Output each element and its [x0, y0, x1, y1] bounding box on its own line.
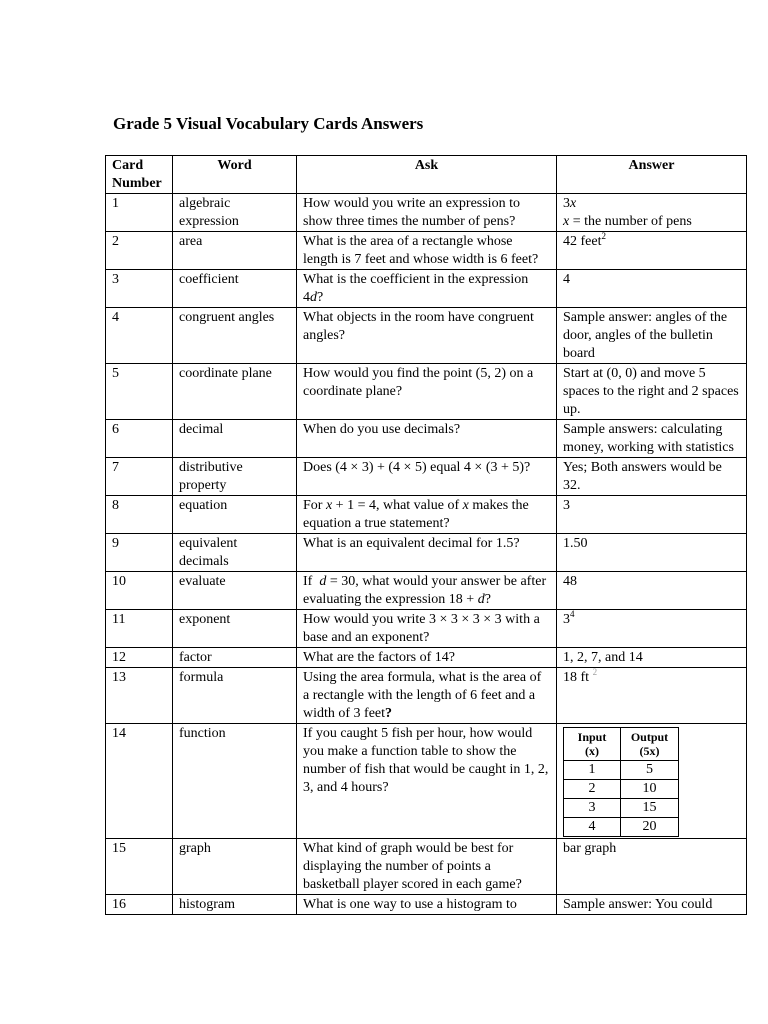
ask: What is the coefficient in the expression 4d?: [297, 270, 557, 308]
function-table-row: 1 5: [564, 761, 679, 780]
output-header: Output (5x): [621, 728, 679, 761]
header-answer: Answer: [557, 156, 747, 194]
table-row: [106, 232, 747, 270]
answer: $3^4$: [557, 610, 747, 648]
answer: 3: [557, 496, 747, 534]
answer: [557, 724, 747, 839]
word: distributive property: [173, 458, 297, 496]
answer: bar graph: [557, 839, 747, 895]
vocabulary-table: [105, 155, 747, 915]
function-table: [563, 727, 679, 837]
word: histogram: [173, 895, 297, 915]
table-row: [106, 610, 747, 648]
word: factor: [173, 648, 297, 668]
card-number: 16: [106, 895, 173, 915]
word: area: [173, 232, 297, 270]
ask: For x + 1 = 4, what value of x makes the equation a true statement?: [297, 496, 557, 534]
input-header: Input (x): [564, 728, 621, 761]
table-row: [106, 308, 747, 364]
table-row: [106, 534, 747, 572]
ask: Using the area formula, what is the area of a rectangle with the length of 6 feet and a width of 3 feet?: [297, 668, 557, 724]
header-ask: Ask: [297, 156, 557, 194]
answer: 3x x = the number of pens: [557, 194, 747, 232]
ask: If d = 30, what would your answer be after evaluating the expression 18 + d?: [297, 572, 557, 610]
answer: 42 feet$^2$: [557, 232, 747, 270]
card-number: 15: [106, 839, 173, 895]
answer: Start at (0, 0) and move 5 spaces to the right and 2 spaces up.: [557, 364, 747, 420]
word: evaluate: [173, 572, 297, 610]
answer: Sample answers: calculating money, working with statistics: [557, 420, 747, 458]
function-table-row: 2 10: [564, 780, 679, 799]
word: formula: [173, 668, 297, 724]
ask: What is the area of a rectangle whose length is 7 feet and whose width is 6 feet?: [297, 232, 557, 270]
card-number: 9: [106, 534, 173, 572]
answer: 48: [557, 572, 747, 610]
card-number: 10: [106, 572, 173, 610]
card-number: 1: [106, 194, 173, 232]
word: graph: [173, 839, 297, 895]
ask: When do you use decimals?: [297, 420, 557, 458]
word: decimal: [173, 420, 297, 458]
card-number: 13: [106, 668, 173, 724]
card-number: 2: [106, 232, 173, 270]
ask: What is one way to use a histogram to: [297, 895, 557, 915]
card-number: 5: [106, 364, 173, 420]
ask: What is an equivalent decimal for 1.5?: [297, 534, 557, 572]
ask: How would you write 3 × 3 × 3 × 3 with a base and an exponent?: [297, 610, 557, 648]
ask: What objects in the room have congruent angles?: [297, 308, 557, 364]
word: coefficient: [173, 270, 297, 308]
page-title: Grade 5 Visual Vocabulary Cards Answers: [113, 114, 424, 133]
word: function: [173, 724, 297, 839]
table-row: [106, 364, 747, 420]
card-number: 11: [106, 610, 173, 648]
table-row: [106, 724, 747, 839]
table-row: [106, 270, 747, 308]
card-number: 3: [106, 270, 173, 308]
word: algebraic expression: [173, 194, 297, 232]
word: equivalent decimals: [173, 534, 297, 572]
function-table-header: [564, 728, 679, 761]
table-row: [106, 194, 747, 232]
answer: 1, 2, 7, and 14: [557, 648, 747, 668]
table-row: [106, 895, 747, 915]
card-number: 8: [106, 496, 173, 534]
answer: 4: [557, 270, 747, 308]
table-header-row: [106, 156, 747, 194]
card-number: 4: [106, 308, 173, 364]
table-row: [106, 496, 747, 534]
function-table-row: 4 20: [564, 818, 679, 837]
answer: 18 ft $^2$: [557, 668, 747, 724]
table-row: [106, 458, 747, 496]
ask: What kind of graph would be best for displaying the number of points a basketball player scored in each game?: [297, 839, 557, 895]
table-row: [106, 420, 747, 458]
table-row: [106, 648, 747, 668]
card-number: 12: [106, 648, 173, 668]
card-number: 6: [106, 420, 173, 458]
answer: Sample answer: angles of the door, angles of the bulletin board: [557, 308, 747, 364]
table-row: [106, 668, 747, 724]
ask: If you caught 5 fish per hour, how would you make a function table to show the number of fish that would be caught in 1, 2, 3, and 4 hours?: [297, 724, 557, 839]
card-number: 14: [106, 724, 173, 839]
function-table-row: 3 15: [564, 799, 679, 818]
ask: How would you find the point (5, 2) on a coordinate plane?: [297, 364, 557, 420]
word: exponent: [173, 610, 297, 648]
word: congruent angles: [173, 308, 297, 364]
ask: Does (4 × 3) + (4 × 5) equal 4 × (3 + 5)?: [297, 458, 557, 496]
answer: Sample answer: You could: [557, 895, 747, 915]
table-row: [106, 839, 747, 895]
answer: 1.50: [557, 534, 747, 572]
card-number: 7: [106, 458, 173, 496]
header-card-number: Card Number: [106, 156, 173, 194]
answer: Yes; Both answers would be 32.: [557, 458, 747, 496]
header-word: Word: [173, 156, 297, 194]
table-row: [106, 572, 747, 610]
ask: What are the factors of 14?: [297, 648, 557, 668]
ask: How would you write an expression to show three times the number of pens?: [297, 194, 557, 232]
word: equation: [173, 496, 297, 534]
word: coordinate plane: [173, 364, 297, 420]
